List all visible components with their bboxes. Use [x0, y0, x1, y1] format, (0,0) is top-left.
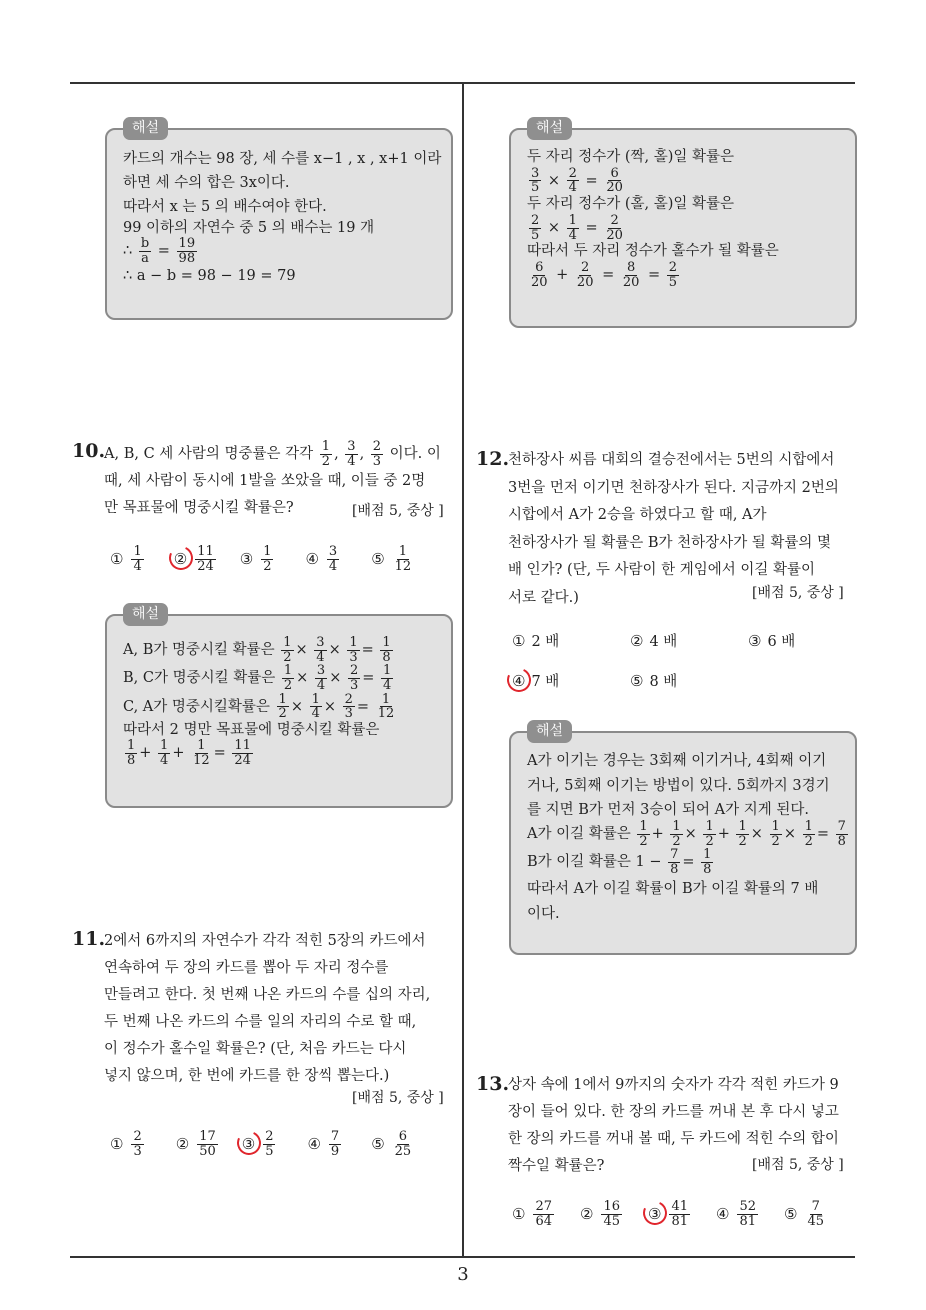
- question-line: A, B, C 세 사람의 명중률은 각각 $\frac{1}{2}$ , $\frac{3}{4}$ , $\frac{2}{3}$ 이다. 이: [104, 439, 441, 469]
- solution-line: 따라서 2 명만 목표물에 명중시킬 확률은: [123, 721, 380, 738]
- question-line: 만 목표물에 명중시킬 확률은?: [104, 500, 294, 517]
- therefore-symbol: ∴: [123, 243, 133, 260]
- question-number: 12.: [476, 448, 510, 470]
- choice-1[interactable]: ① $\frac{27}{64}$: [512, 1199, 552, 1229]
- question-line: 상자 속에 1에서 9까지의 숫자가 각각 적힌 카드가 9: [508, 1077, 839, 1093]
- solution-box-q9: [105, 120, 453, 320]
- choice-2[interactable]: ② $\frac{17}{50}$: [175, 1129, 216, 1159]
- question-line: 짝수일 확률은?: [508, 1158, 605, 1174]
- solution-equation: B가 이길 확률은 1 − $\frac{7}{8}$ = $\frac{1}{8}$: [527, 847, 712, 877]
- score-label: [배점 5, 중상 ]: [752, 585, 844, 601]
- question-line: 한 장의 카드를 꺼내 볼 때, 두 카드에 적힌 수의 합이: [508, 1131, 839, 1147]
- choice-5[interactable]: ⑤ 8 배: [630, 671, 678, 690]
- choice-3[interactable]: ③ 6 배: [748, 631, 796, 650]
- solution-line: ∴ a − b = 98 − 19 = 79: [123, 268, 296, 285]
- column-divider: [462, 82, 464, 1257]
- question-line: 때, 세 사람이 동시에 1발을 쏘았을 때, 이들 중 2명: [104, 473, 426, 490]
- solution-line: 따라서 x 는 5 의 배수여야 한다.: [123, 198, 327, 215]
- solution-tag: 해설: [123, 117, 168, 140]
- choices-q12-row1: [512, 630, 795, 651]
- choice-5[interactable]: ⑤ $\frac{6}{25}$: [371, 1129, 412, 1159]
- question-number: 10.: [72, 440, 106, 462]
- solution-line: 이다.: [527, 905, 560, 922]
- solution-equation: A, B가 명중시킬 확률은 $\frac{1}{2}$ × $\frac{3}{4}$ × $\frac{1}{3}$ = $\frac{1}{8}$: [123, 635, 391, 665]
- solution-line: 거나, 5회째 이기는 방법이 있다. 5회까지 3경기: [527, 778, 830, 795]
- question-line: 두 번째 나온 카드의 수를 일의 자리의 수로 할 때,: [104, 1014, 417, 1030]
- score-label: [배점 5, 중상 ]: [352, 1090, 444, 1106]
- question-line: 시합에서 A가 2승을 하였다고 할 때, A가: [508, 507, 767, 523]
- solution-line: 두 자리 정수가 (짝, 홀)일 확률은: [527, 149, 735, 165]
- solution-equation: C, A가 명중시킬확률은 $\frac{1}{2}$ × $\frac{1}{4}$ × $\frac{2}{3}$ = $\frac{1}{12}$: [123, 691, 395, 722]
- fraction: $\frac{19}{98}$: [178, 236, 196, 266]
- fraction: $\frac{b}{a}$: [140, 236, 150, 266]
- solution-equation: $\frac{3}{5}$ × $\frac{2}{4}$ = $\frac{6}{20}$: [531, 165, 623, 196]
- solution-line: 카드의 개수는 98 장, 세 수를 x−1 , x , x+1 이라: [123, 151, 442, 167]
- choice-2[interactable]: ② $\frac{16}{45}$: [580, 1199, 620, 1229]
- solution-equation: B, C가 명중시킬 확률은 $\frac{1}{2}$ × $\frac{3}{4}$ × $\frac{2}{3}$ = $\frac{1}{4}$: [123, 663, 392, 693]
- choice-4[interactable]: ④ $\frac{7}{9}$: [307, 1129, 340, 1159]
- question-line: 만들려고 한다. 첫 번째 나온 카드의 수를 십의 자리,: [104, 987, 431, 1003]
- solution-line: 99 이하의 자연수 중 5 의 배수는 19 개: [123, 219, 375, 236]
- score-label: [배점 5, 중상 ]: [752, 1157, 844, 1173]
- question-number: 13.: [476, 1073, 510, 1095]
- choice-5[interactable]: ⑤ $\frac{1}{12}$: [371, 544, 412, 574]
- question-line: 이 정수가 홀수일 확률은? (단, 처음 카드는 다시: [104, 1041, 407, 1057]
- answer-mark: [233, 1128, 264, 1159]
- answer-mark: [504, 664, 535, 695]
- choice-1[interactable]: ① 2 배: [512, 631, 560, 650]
- question-line: 2에서 6까지의 자연수가 각각 적힌 5장의 카드에서: [104, 933, 426, 949]
- question-line: 서로 같다.): [508, 589, 579, 606]
- solution-equation: A가 이길 확률은 $\frac{1}{2}$ + $\frac{1}{2}$ × $\frac{1}{2}$ + $\frac{1}{2}$ × $\frac{1}{2}$ × $\frac{1}{2}$ = $\frac{7}{8}$: [527, 819, 846, 849]
- choice-2[interactable]: ② 4 배: [630, 631, 678, 650]
- score-label: [배점 5, 중상 ]: [352, 503, 444, 519]
- solution-line: 두 자리 정수가 (홀, 홀)일 확률은: [527, 196, 735, 213]
- solution-box-right-top: [509, 120, 857, 328]
- choice-1[interactable]: ① $\frac{1}{4}$: [110, 544, 142, 574]
- question-line: 천하장사 씨름 대회의 결승전에서는 5번의 시합에서: [508, 452, 835, 468]
- solution-line: 따라서 두 자리 정수가 홀수가 될 확률은: [527, 243, 779, 260]
- solution-tag: 해설: [527, 720, 572, 743]
- choice-4[interactable]: ④ 7 배: [512, 670, 630, 691]
- answer-mark: [640, 1198, 671, 1229]
- choice-4[interactable]: ④ $\frac{52}{81}$: [716, 1199, 756, 1229]
- choice-3[interactable]: ③ $\frac{1}{2}$: [239, 544, 272, 574]
- choices-q13: [512, 1200, 828, 1228]
- choice-4[interactable]: ④ $\frac{3}{4}$: [305, 544, 338, 574]
- choice-3[interactable]: ③ $\frac{2}{5}$: [242, 1130, 278, 1158]
- question-line: 장이 들어 있다. 한 장의 카드를 꺼내 본 후 다시 넣고: [508, 1104, 839, 1120]
- question-number: 11.: [72, 928, 106, 950]
- question-line: 천하장사가 될 확률은 B가 천하장사가 될 확률의 몇: [508, 534, 832, 551]
- solution-equation: ∴ $\frac{b}{a}$ = $\frac{19}{98}$: [123, 236, 196, 266]
- answer-mark: [165, 543, 196, 574]
- solution-tag: 해설: [123, 603, 168, 626]
- choices-q11: [110, 1130, 415, 1158]
- bottom-rule: [70, 1256, 855, 1258]
- choice-1[interactable]: ① $\frac{2}{3}$: [110, 1129, 142, 1159]
- question-line: 3번을 먼저 이기면 천하장사가 된다. 지금까지 2번의: [508, 479, 839, 496]
- solution-line: 하면 세 수의 합은 3x이다.: [123, 174, 290, 191]
- choice-2[interactable]: ② $\frac{11}{24}$: [174, 545, 218, 573]
- choice-3[interactable]: ③ $\frac{41}{81}$: [648, 1200, 692, 1228]
- choice-5[interactable]: ⑤ $\frac{7}{45}$: [784, 1199, 824, 1229]
- page-number: 3: [457, 1264, 469, 1285]
- solution-tag: 해설: [527, 117, 572, 140]
- solution-line: 를 지면 B가 먼저 3승이 되어 A가 지게 된다.: [527, 801, 809, 818]
- solution-equation: $\frac{6}{20}$ + $\frac{2}{20}$ = $\frac{8}{20}$ = $\frac{2}{5}$: [531, 260, 678, 290]
- choices-q10: [110, 545, 415, 573]
- solution-box-q10: [105, 606, 453, 808]
- choices-q12-row2: [512, 670, 677, 691]
- solution-box-q12: [509, 723, 857, 955]
- question-line: 연속하여 두 장의 카드를 뽑아 두 자리 정수를: [104, 960, 389, 976]
- question-text: [104, 928, 456, 1090]
- solution-equation: $\frac{1}{8}$ + $\frac{1}{4}$ + $\frac{1}{12}$ = $\frac{11}{24}$: [127, 737, 251, 768]
- solution-line: 따라서 A가 이길 확률이 B가 이길 확률의 7 배: [527, 880, 819, 897]
- question-line: 넣지 않으며, 한 번에 카드를 한 장씩 뽑는다.): [104, 1068, 390, 1084]
- solution-equation: $\frac{2}{5}$ × $\frac{1}{4}$ = $\frac{2}{20}$: [531, 212, 623, 243]
- solution-line: A가 이기는 경우는 3회째 이기거나, 4회째 이기: [527, 753, 827, 769]
- question-line: 배 인가? (단, 두 사람이 한 게임에서 이길 확률이: [508, 562, 816, 578]
